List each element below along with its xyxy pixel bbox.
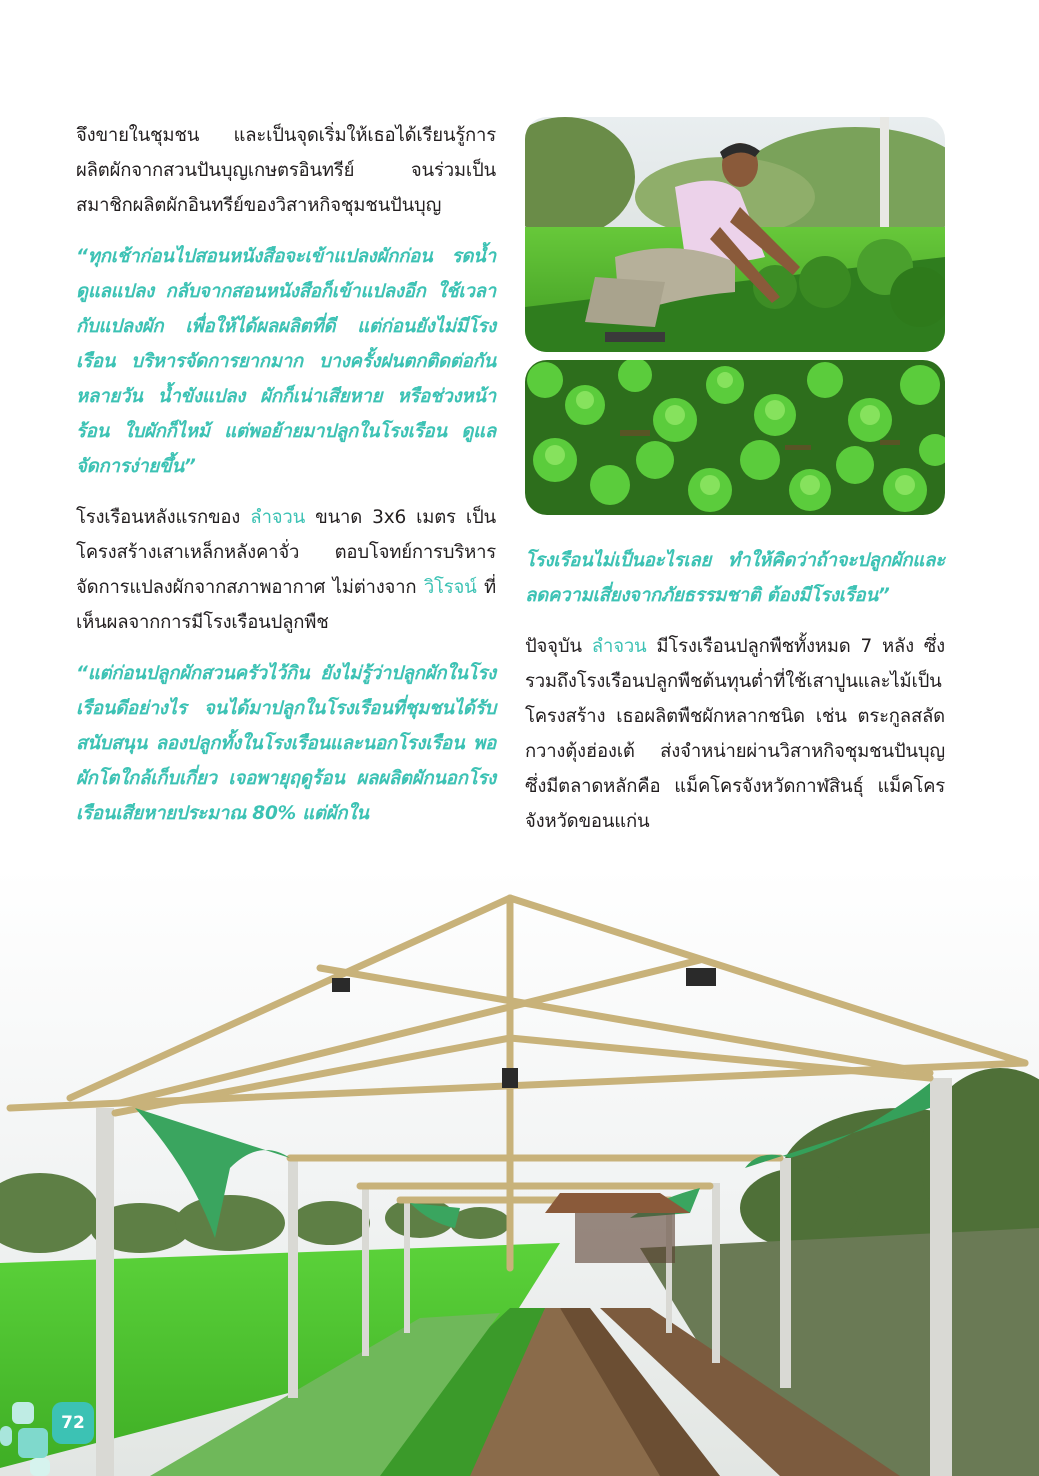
name-highlight: ลำจวน <box>250 507 306 528</box>
text-segment: ที่เห็นผลจากการมีโรงเรือนปลูกพืช <box>76 577 496 633</box>
decor-square <box>0 1426 12 1446</box>
photo-cilantro-closeup <box>525 360 945 515</box>
quote-continuation: โรงเรือนไม่เป็นอะไรเลย ทำให้คิดว่าถ้าจะปลูกผักและลดความเสี่ยงจากภัยธรรมชาติ ต้องมีโรงเรือน” <box>525 550 945 606</box>
quote-wirot: “แต่ก่อนปลูกผักสวนครัวไว้กิน ยังไม่รู้ว่าปลูกผักในโรงเรือนดีอย่างไร จนได้มาปลูกในโรงเรือนที่ชุมชนได้รับสนับสนุน ลองปลูกทั้งในโรงเรือนและนอกโรงเรือน พอผักโตใกล้เก็บเกี่ยว เจอพายุฤดูร้อน ผลผลิตผักนอกโรงเรือนเสียหายประมาณ 80% แต่ผักใน <box>76 663 496 824</box>
page-number: 72 <box>52 1402 94 1444</box>
left-column <box>76 118 496 847</box>
decor-square <box>12 1402 34 1424</box>
photo-bamboo-greenhouse <box>0 868 1039 1476</box>
decor-square <box>18 1428 48 1458</box>
quote-teacher: “ทุกเช้าก่อนไปสอนหนังสือจะเข้าแปลงผักก่อน รดน้ำดูแลแปลง กลับจากสอนหนังสือก็เข้าแปลงอีก ใช้เวลากับแปลงผัก เพื่อให้ได้ผลผลิตที่ดี แต่ก่อนยังไม่มีโรงเรือน บริหารจัดการยากมาก บางครั้งฝนตกติดต่อกันหลายวัน น้ำขังแปลง ผักก็เน่าเสียหาย หรือช่วงหน้าร้อน ใบผักก็ไหม้ แต่พอย้ายมาปลูกในโรงเรือน ดูแลจัดการง่ายขึ้น” <box>76 246 496 477</box>
name-highlight: วิโรจน์ <box>423 577 477 598</box>
text-segment: มีโรงเรือนปลูกพืชทั้งหมด 7 หลัง ซึ่งรวมถึงโรงเรือนปลูกพืชต้นทุนต่ำที่ใช้เสาปูนและไม้เป็นโครงสร้าง เธอผลิตพืชผักหลากชนิด เช่น ตระกูลสลัด กวางตุ้งฮ่องเต้ ส่งจำหน่ายผ่านวิสาหกิจชุมชนปันบุญ ซึ่งมีตลาดหลักคือ แม็คโครจังหวัดกาฬสินธุ์ แม็คโครจังหวัดขอนแก่น <box>525 636 945 832</box>
paragraph-intro: จึงขายในชุมชน และเป็นจุดเริ่มให้เธอได้เรียนรู้การผลิตผักจากสวนปันบุญเกษตรอินทรีย์ จนร่วมเป็นสมาชิกผลิตผักอินทรีย์ของวิสาหกิจชุมชนปันบุญ <box>76 125 496 216</box>
paragraph-first-greenhouse <box>76 500 496 640</box>
text-segment: ขนาด 3x6 เมตร เป็นโครงสร้างเสาเหล็กหลังคาจั่ว ตอบโจทย์การบริหารจัดการแปลงผักจากสภาพอากาศ ไม่ต่างจาก <box>76 507 496 598</box>
text-segment: โรงเรือนหลังแรกของ <box>76 507 251 528</box>
text-segment: ปัจจุบัน <box>525 636 592 657</box>
decor-square <box>30 1458 50 1476</box>
paragraph-current-greenhouses <box>525 629 945 839</box>
right-column <box>525 543 945 855</box>
photo-farmer-in-field <box>525 117 945 352</box>
name-highlight: ลำจวน <box>591 636 647 657</box>
